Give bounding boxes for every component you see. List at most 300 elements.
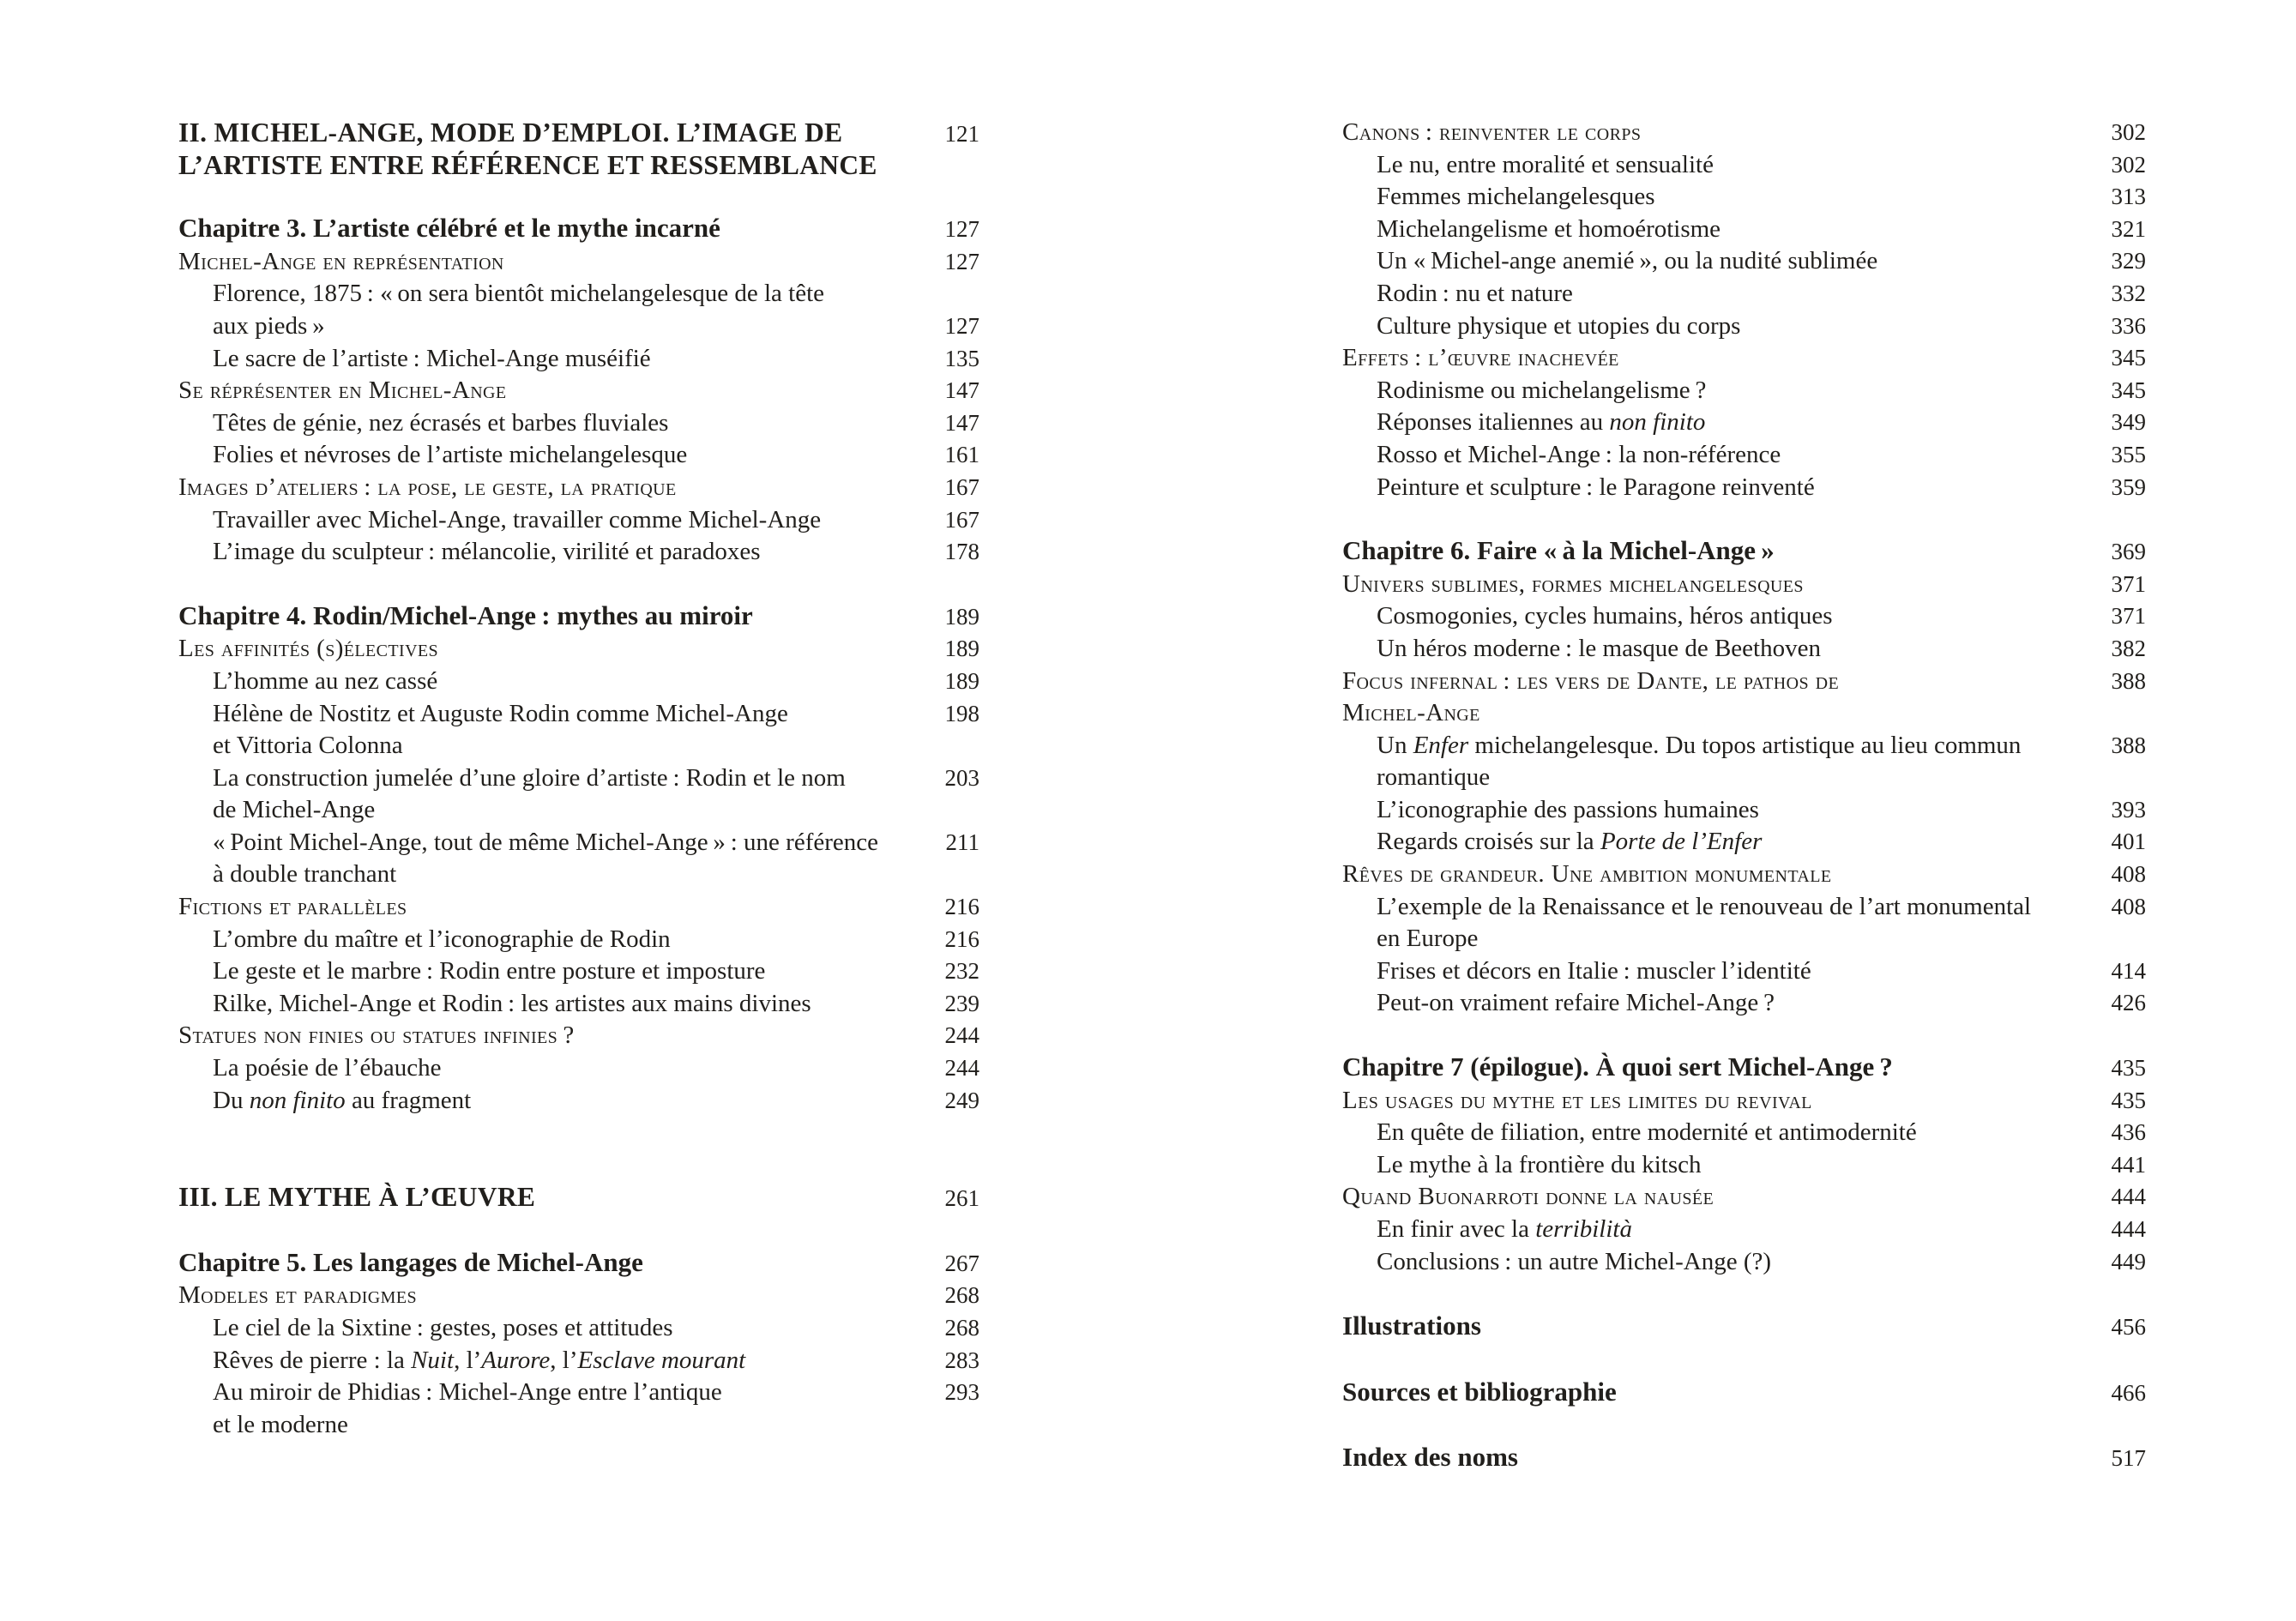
toc-entry-label xyxy=(178,375,507,407)
toc-title-segment: Chapitre 5. Les langages de Michel-Ange xyxy=(178,1246,643,1277)
toc-entry-label xyxy=(1342,1246,1771,1279)
toc-title-italic-segment: Nuit xyxy=(411,1346,455,1374)
toc-title-segment: Peinture et sculpture : le Paragone reinventé xyxy=(1377,473,1815,501)
toc-page-number: 329 xyxy=(2111,248,2146,274)
toc-title-segment: L’exemple de la Renaissance et le renouveau de l’art monumental xyxy=(1377,892,2032,920)
toc-entry-item xyxy=(1342,439,2146,472)
toc-entry-label xyxy=(178,1020,575,1052)
toc-entry-line xyxy=(1342,117,1641,149)
toc-entry-label xyxy=(178,1312,673,1345)
toc-entry-item xyxy=(1342,472,2146,504)
toc-entry-label xyxy=(1342,600,1833,633)
toc-title-segment: Chapitre 4. Rodin/Michel-Ange : mythes au miroir xyxy=(178,600,753,630)
toc-entry-label xyxy=(178,955,765,988)
toc-title-segment: « Point Michel-Ange, tout de même Michel-Ange » : une référence xyxy=(213,828,878,856)
toc-entry-line xyxy=(1377,149,1714,182)
toc-title-segment: L’ARTISTE ENTRE RÉFÉRENCE ET RESSEMBLANCE xyxy=(178,149,877,180)
toc-title-segment: Chapitre 6. Faire « à la Michel-Ange » xyxy=(1342,535,1775,566)
toc-page-number: 332 xyxy=(2111,280,2146,306)
toc-entry-label xyxy=(1342,859,1831,891)
toc-page-number: 283 xyxy=(944,1347,979,1373)
toc-entry-item xyxy=(1342,278,2146,310)
toc-entry-label xyxy=(178,698,788,762)
toc-title-segment: Un « Michel-ange anemié », ou la nudité sublimée xyxy=(1377,247,1878,275)
toc-entry-line xyxy=(1377,245,1877,278)
toc-page-number: 135 xyxy=(944,345,979,371)
toc-title-italic-segment: Aurore xyxy=(481,1346,551,1374)
toc-title-segment: Index des noms xyxy=(1342,1442,1518,1473)
toc-entry-line xyxy=(213,1312,673,1345)
toc-page-number: 345 xyxy=(2111,377,2146,403)
toc-entry-line xyxy=(178,1020,575,1052)
toc-title-segment: L’iconographie des passions humaines xyxy=(1377,795,1759,823)
toc-entry-item xyxy=(1342,891,2146,955)
toc-entry-line xyxy=(213,1345,745,1377)
toc-page-number: 147 xyxy=(944,409,979,436)
toc-entry-section xyxy=(1342,859,2146,891)
toc-title-segment: Conclusions : un autre Michel-Ange (?) xyxy=(1377,1247,1772,1275)
toc-entry-item xyxy=(1342,794,2146,827)
toc-entry-label xyxy=(1342,472,1815,504)
toc-title-segment: Quand Buonarroti donne la nausée xyxy=(1342,1183,1714,1211)
toc-entry-back xyxy=(1342,1310,2146,1344)
toc-entry-label xyxy=(1342,1181,1714,1214)
toc-entry-line xyxy=(213,407,668,440)
toc-entry-line xyxy=(1377,955,1811,988)
toc-entry-line xyxy=(213,924,671,956)
toc-page-number: 189 xyxy=(944,636,979,662)
toc-title-italic-segment: Porte de l’Enfer xyxy=(1600,828,1763,856)
toc-entry-item xyxy=(178,988,979,1021)
toc-entry-section xyxy=(1342,569,2146,601)
toc-entry-line xyxy=(178,633,438,666)
toc-title-segment: En quête de filiation, entre modernité et antimodernité xyxy=(1377,1118,1917,1147)
toc-page-number: 435 xyxy=(2111,1087,2146,1113)
toc-page-number: 161 xyxy=(944,442,979,468)
toc-entry-line xyxy=(1342,1051,1893,1083)
toc-entry-line xyxy=(1377,762,2021,794)
toc-title-segment: Frises et décors en Italie : muscler l’identité xyxy=(1377,956,1811,985)
toc-entry-item xyxy=(178,666,979,698)
toc-entry-label xyxy=(1342,342,1619,375)
toc-entry-line xyxy=(178,1246,643,1279)
toc-page-number: 178 xyxy=(944,539,979,565)
toc-column-left xyxy=(178,117,979,1441)
toc-entry-label xyxy=(1342,181,1655,214)
toc-entry-label xyxy=(1342,987,1775,1020)
toc-page-number: 127 xyxy=(944,248,979,274)
toc-entry-line xyxy=(1342,1441,1518,1473)
toc-entry-line xyxy=(1377,826,1762,859)
toc-entry-line xyxy=(213,827,878,859)
toc-title-segment: Culture physique et utopies du corps xyxy=(1377,311,1741,340)
toc-entry-item xyxy=(178,1052,979,1085)
toc-entry-label xyxy=(1342,569,1804,601)
toc-page-number: 216 xyxy=(944,894,979,920)
toc-entry-label xyxy=(1342,1376,1617,1408)
toc-title-segment: et Vittoria Colonna xyxy=(213,732,403,760)
toc-title-segment: Folies et névroses de l’artiste michelangelesque xyxy=(213,441,688,469)
toc-entry-label xyxy=(1342,407,1705,439)
toc-entry-label xyxy=(1342,1149,1701,1182)
toc-page-number: 345 xyxy=(2111,345,2146,371)
toc-page-number: 388 xyxy=(2111,732,2146,758)
toc-page-number: 436 xyxy=(2111,1119,2146,1146)
toc-page-number: 268 xyxy=(944,1282,979,1309)
toc-entry-label xyxy=(178,1246,643,1279)
toc-entry-section xyxy=(178,1280,979,1312)
toc-entry-item xyxy=(178,1085,979,1118)
toc-page-number: 444 xyxy=(2111,1216,2146,1242)
toc-entry-line xyxy=(1377,407,1705,439)
toc-entry-label xyxy=(178,633,438,666)
toc-page-number: 268 xyxy=(944,1315,979,1341)
toc-entry-item xyxy=(178,1312,979,1345)
toc-entry-line xyxy=(178,117,877,149)
toc-entry-part xyxy=(178,1181,979,1215)
toc-title-segment: Le sacre de l’artiste : Michel-Ange muséifié xyxy=(213,344,651,372)
toc-entry-label xyxy=(1342,794,1759,827)
toc-entry-part xyxy=(178,117,979,181)
toc-page-number: 216 xyxy=(944,925,979,952)
toc-page-number: 293 xyxy=(944,1379,979,1406)
toc-entry-section xyxy=(1342,117,2146,149)
toc-page-number: 371 xyxy=(2111,570,2146,597)
toc-title-segment: Univers sublimes, formes michelangelesques xyxy=(1342,569,1804,598)
toc-page-number: 444 xyxy=(2111,1184,2146,1210)
toc-entry-section xyxy=(178,375,979,407)
toc-entry-section xyxy=(178,472,979,504)
toc-title-segment: , l’ xyxy=(454,1346,482,1374)
toc-entry-line xyxy=(1377,600,1833,633)
toc-entry-line xyxy=(1377,214,1720,246)
toc-entry-label xyxy=(178,1052,442,1085)
toc-entry-label xyxy=(1342,310,1740,343)
toc-entry-section xyxy=(178,1020,979,1052)
toc-entry-line xyxy=(213,439,687,472)
toc-entry-label xyxy=(178,1280,417,1312)
toc-page-number: 198 xyxy=(944,700,979,726)
toc-entry-back xyxy=(1342,1441,2146,1475)
toc-title-segment: Focus infernal : les vers de Dante, le pathos de xyxy=(1342,666,1840,695)
toc-title-segment: romantique xyxy=(1377,763,1491,792)
toc-entry-line xyxy=(213,698,788,731)
toc-entry-line xyxy=(1377,1149,1701,1182)
toc-page-number: 441 xyxy=(2111,1151,2146,1178)
toc-entry-label xyxy=(178,988,811,1021)
toc-page-number: 414 xyxy=(2111,957,2146,984)
toc-title-segment: Rilke, Michel-Ange et Rodin : les artistes aux mains divines xyxy=(213,989,811,1017)
toc-entry-item xyxy=(1342,955,2146,988)
toc-entry-label xyxy=(1342,1441,1518,1473)
toc-entry-section xyxy=(178,633,979,666)
toc-title-segment: Regards croisés sur la xyxy=(1377,828,1600,856)
toc-entry-item xyxy=(1342,375,2146,407)
toc-entry-label xyxy=(1342,1310,1481,1342)
toc-page-number: 517 xyxy=(2111,1445,2146,1472)
toc-page-number: 249 xyxy=(944,1087,979,1113)
toc-entry-item xyxy=(1342,1117,2146,1149)
toc-entry-line xyxy=(213,955,765,988)
toc-entry-line xyxy=(1342,1085,1812,1118)
toc-entry-line xyxy=(213,666,437,698)
toc-title-segment: Le nu, entre moralité et sensualité xyxy=(1377,150,1714,178)
toc-title-segment: Se réprésenter en Michel-Ange xyxy=(178,377,507,405)
toc-page-number: 267 xyxy=(944,1250,979,1276)
toc-entry-label xyxy=(178,407,668,440)
toc-title-segment: Les affinités (s)électives xyxy=(178,635,439,663)
toc-title-segment: Modeles et paradigmes xyxy=(178,1281,417,1310)
toc-entry-label xyxy=(1342,826,1762,859)
toc-title-segment: Du xyxy=(213,1086,250,1114)
toc-title-segment: Effets : l’œuvre inachevée xyxy=(1342,344,1619,372)
toc-page-number: 321 xyxy=(2111,215,2146,242)
toc-title-segment: Le ciel de la Sixtine : gestes, poses et attitudes xyxy=(213,1314,673,1341)
toc-entry-item xyxy=(1342,181,2146,214)
toc-title-segment: Un xyxy=(1377,731,1413,759)
toc-title-segment: et le moderne xyxy=(213,1410,348,1438)
toc-entry-line xyxy=(213,504,821,537)
toc-entry-label xyxy=(178,924,671,956)
toc-entry-label xyxy=(178,1345,745,1377)
toc-entry-line xyxy=(1377,987,1775,1020)
toc-entry-line xyxy=(1342,1376,1617,1408)
toc-title-segment: Un héros moderne : le masque de Beethoven xyxy=(1377,634,1821,662)
toc-entry-label xyxy=(1342,891,2031,955)
toc-entry-line xyxy=(178,149,877,182)
toc-title-segment: Florence, 1875 : « on sera bientôt michelangelesque de la tête xyxy=(213,280,825,308)
toc-title-segment: En finir avec la xyxy=(1377,1215,1536,1243)
toc-entry-line xyxy=(1342,534,1775,567)
toc-page-number: 244 xyxy=(944,1055,979,1082)
toc-entry-label xyxy=(178,1085,471,1118)
toc-entry-label xyxy=(1342,245,1877,278)
toc-entry-item xyxy=(1342,987,2146,1020)
toc-entry-item xyxy=(1342,1149,2146,1182)
toc-entry-line xyxy=(178,600,753,632)
toc-entry-line xyxy=(178,1181,535,1214)
toc-entry-line xyxy=(178,212,720,244)
toc-entry-line xyxy=(213,343,651,376)
toc-entry-label xyxy=(178,827,878,891)
toc-title-segment: Cosmogonies, cycles humains, héros antiques xyxy=(1377,602,1833,630)
toc-page-number: 313 xyxy=(2111,184,2146,210)
toc-title-segment: Chapitre 3. L’artiste célébré et le mythe incarné xyxy=(178,213,720,244)
toc-page-number: 189 xyxy=(944,667,979,694)
toc-title-segment: Rodinisme ou michelangelisme ? xyxy=(1377,376,1707,404)
toc-title-italic-segment: non finito xyxy=(249,1086,346,1114)
toc-entry-line xyxy=(213,310,824,343)
toc-entry-line xyxy=(1342,1310,1481,1342)
toc-entry-item xyxy=(178,278,979,342)
toc-page-number: 408 xyxy=(2111,861,2146,888)
toc-title-segment: en Europe xyxy=(1377,925,1479,953)
toc-entry-line xyxy=(1342,1181,1714,1214)
toc-entry-item xyxy=(178,536,979,569)
toc-entry-item xyxy=(178,407,979,440)
toc-entry-label xyxy=(178,439,687,472)
toc-title-segment: Le geste et le marbre : Rodin entre posture et imposture xyxy=(213,957,766,985)
toc-title-segment: Têtes de génie, nez écrasés et barbes fluviales xyxy=(213,408,669,437)
toc-page-number: 456 xyxy=(2111,1314,2146,1341)
toc-page-number: 435 xyxy=(2111,1055,2146,1082)
toc-entry-label xyxy=(178,1377,722,1441)
toc-entry-line xyxy=(213,1377,722,1409)
toc-entry-line xyxy=(1377,794,1759,827)
toc-page-number: 147 xyxy=(944,377,979,404)
toc-page-number: 244 xyxy=(944,1022,979,1049)
toc-title-segment: Les usages du mythe et les limites du revival xyxy=(1342,1086,1812,1114)
toc-page-number: 127 xyxy=(944,216,979,243)
toc-page-number: 127 xyxy=(944,312,979,339)
toc-entry-label xyxy=(1342,117,1641,149)
toc-entry-item xyxy=(178,762,979,827)
toc-entry-line xyxy=(1342,859,1831,891)
toc-page-number: 355 xyxy=(2111,441,2146,467)
toc-entry-label xyxy=(178,278,824,342)
toc-page-number: 408 xyxy=(2111,893,2146,919)
toc-entry-item xyxy=(1342,310,2146,343)
toc-title-segment: Michelangelisme et homoérotisme xyxy=(1377,214,1721,243)
toc-title-segment: de Michel-Ange xyxy=(213,796,376,824)
toc-title-segment: Rodin : nu et nature xyxy=(1377,279,1573,307)
toc-entry-line xyxy=(213,1052,442,1085)
toc-entry-label xyxy=(178,212,720,244)
toc-entry-line xyxy=(1342,342,1619,375)
toc-title-segment: La poésie de l’ébauche xyxy=(213,1054,442,1082)
toc-column-right xyxy=(1342,117,2146,1475)
toc-entry-item xyxy=(1342,633,2146,666)
toc-entry-item xyxy=(1342,600,2146,633)
toc-entry-label xyxy=(1342,730,2021,794)
toc-page-number: 261 xyxy=(944,1185,979,1212)
toc-entry-section xyxy=(1342,1085,2146,1118)
toc-title-segment: Illustrations xyxy=(1342,1311,1481,1341)
toc-title-segment: Le mythe à la frontière du kitsch xyxy=(1377,1150,1702,1178)
toc-entry-label xyxy=(178,504,821,537)
toc-entry-line xyxy=(1377,730,2021,762)
toc-entry-line xyxy=(1377,472,1815,504)
toc-entry-label xyxy=(1342,1117,1917,1149)
toc-page-number: 302 xyxy=(2111,151,2146,178)
toc-title-segment: Au miroir de Phidias : Michel-Ange entre l’antique xyxy=(213,1378,722,1407)
toc-entry-item xyxy=(1342,214,2146,246)
toc-entry-label xyxy=(178,343,651,376)
toc-title-segment: L’homme au nez cassé xyxy=(213,666,438,695)
toc-entry-label xyxy=(1342,1051,1893,1083)
toc-entry-item xyxy=(1342,826,2146,859)
toc-entry-chapter xyxy=(1342,1051,2146,1085)
toc-entry-section xyxy=(1342,1181,2146,1214)
toc-page-number: 336 xyxy=(2111,312,2146,339)
toc-title-italic-segment: Enfer xyxy=(1413,731,1469,759)
toc-entry-item xyxy=(1342,149,2146,182)
toc-entry-label xyxy=(178,117,877,181)
toc-title-italic-segment: non finito xyxy=(1609,408,1706,437)
toc-entry-chapter xyxy=(178,600,979,634)
toc-entry-line xyxy=(1377,1117,1917,1149)
toc-page-number: 393 xyxy=(2111,796,2146,823)
toc-page-number: 382 xyxy=(2111,635,2146,661)
toc-entry-item xyxy=(1342,407,2146,439)
toc-title-segment: Statues non finies ou statues infinies ? xyxy=(178,1021,575,1050)
toc-entry-section xyxy=(1342,342,2146,375)
toc-entry-item xyxy=(1342,1246,2146,1279)
toc-entry-line xyxy=(1377,181,1655,214)
toc-title-segment: Canons : reinventer le corps xyxy=(1342,118,1642,146)
toc-entry-line xyxy=(1377,375,1706,407)
toc-page-number: 449 xyxy=(2111,1248,2146,1275)
toc-page-number: 167 xyxy=(944,506,979,533)
toc-title-segment: au fragment xyxy=(345,1086,472,1114)
toc-entry-line xyxy=(1377,923,2031,955)
toc-page-number: 359 xyxy=(2111,473,2146,500)
toc-entry-line xyxy=(178,891,407,924)
toc-entry-line xyxy=(213,1409,722,1442)
toc-entry-line xyxy=(1377,891,2031,924)
toc-entry-line xyxy=(1342,697,1839,730)
toc-entry-item xyxy=(178,955,979,988)
toc-entry-label xyxy=(178,891,407,924)
toc-entry-line xyxy=(213,762,846,795)
toc-title-segment: Sources et bibliographie xyxy=(1342,1376,1617,1407)
toc-page-number: 466 xyxy=(2111,1379,2146,1406)
toc-entry-label xyxy=(178,1181,535,1214)
toc-entry-item xyxy=(1342,730,2146,794)
toc-entry-line xyxy=(213,988,811,1021)
toc-page-number: 426 xyxy=(2111,990,2146,1016)
toc-page-number: 302 xyxy=(2111,119,2146,145)
toc-entry-item xyxy=(178,924,979,956)
toc-entry-label xyxy=(178,536,761,569)
toc-entry-item xyxy=(1342,245,2146,278)
toc-page-number: 167 xyxy=(944,473,979,500)
toc-page-number: 349 xyxy=(2111,409,2146,436)
toc-entry-line xyxy=(1377,1246,1771,1279)
toc-title-segment: L’ombre du maître et l’iconographie de Rodin xyxy=(213,925,671,953)
toc-entry-line xyxy=(213,794,846,827)
toc-entry-line xyxy=(178,375,507,407)
toc-entry-line xyxy=(213,859,878,891)
toc-entry-back xyxy=(1342,1376,2146,1410)
toc-title-segment: Rosso et Michel-Ange : la non-référence xyxy=(1377,440,1781,468)
toc-entry-line xyxy=(213,730,788,762)
toc-entry-label xyxy=(178,472,677,504)
toc-entry-item xyxy=(178,698,979,762)
toc-entry-line xyxy=(178,246,504,279)
toc-entry-line xyxy=(1377,278,1573,310)
toc-entry-item xyxy=(1342,1214,2146,1246)
toc-title-segment: Peut-on vraiment refaire Michel-Ange ? xyxy=(1377,989,1775,1017)
toc-entry-label xyxy=(1342,375,1706,407)
toc-title-segment: michelangelesque. Du topos artistique au lieu commun xyxy=(1468,731,2022,759)
toc-entry-label xyxy=(178,246,504,279)
toc-entry-label xyxy=(1342,1214,1632,1246)
toc-entry-label xyxy=(1342,1085,1812,1118)
toc-title-italic-segment: terribilità xyxy=(1535,1215,1632,1243)
toc-entry-line xyxy=(213,278,824,310)
toc-entry-section xyxy=(178,246,979,279)
toc-page-number: 189 xyxy=(944,603,979,630)
toc-entry-line xyxy=(1342,666,1839,698)
toc-entry-line xyxy=(1377,439,1781,472)
toc-page-number: 121 xyxy=(944,121,979,147)
toc-page-number: 388 xyxy=(2111,667,2146,694)
toc-entry-item xyxy=(178,827,979,891)
toc-title-segment: II. MICHEL-ANGE, MODE D’EMPLOI. L’IMAGE DE xyxy=(178,118,843,148)
toc-entry-label xyxy=(1342,214,1720,246)
toc-page-number: 203 xyxy=(944,764,979,791)
